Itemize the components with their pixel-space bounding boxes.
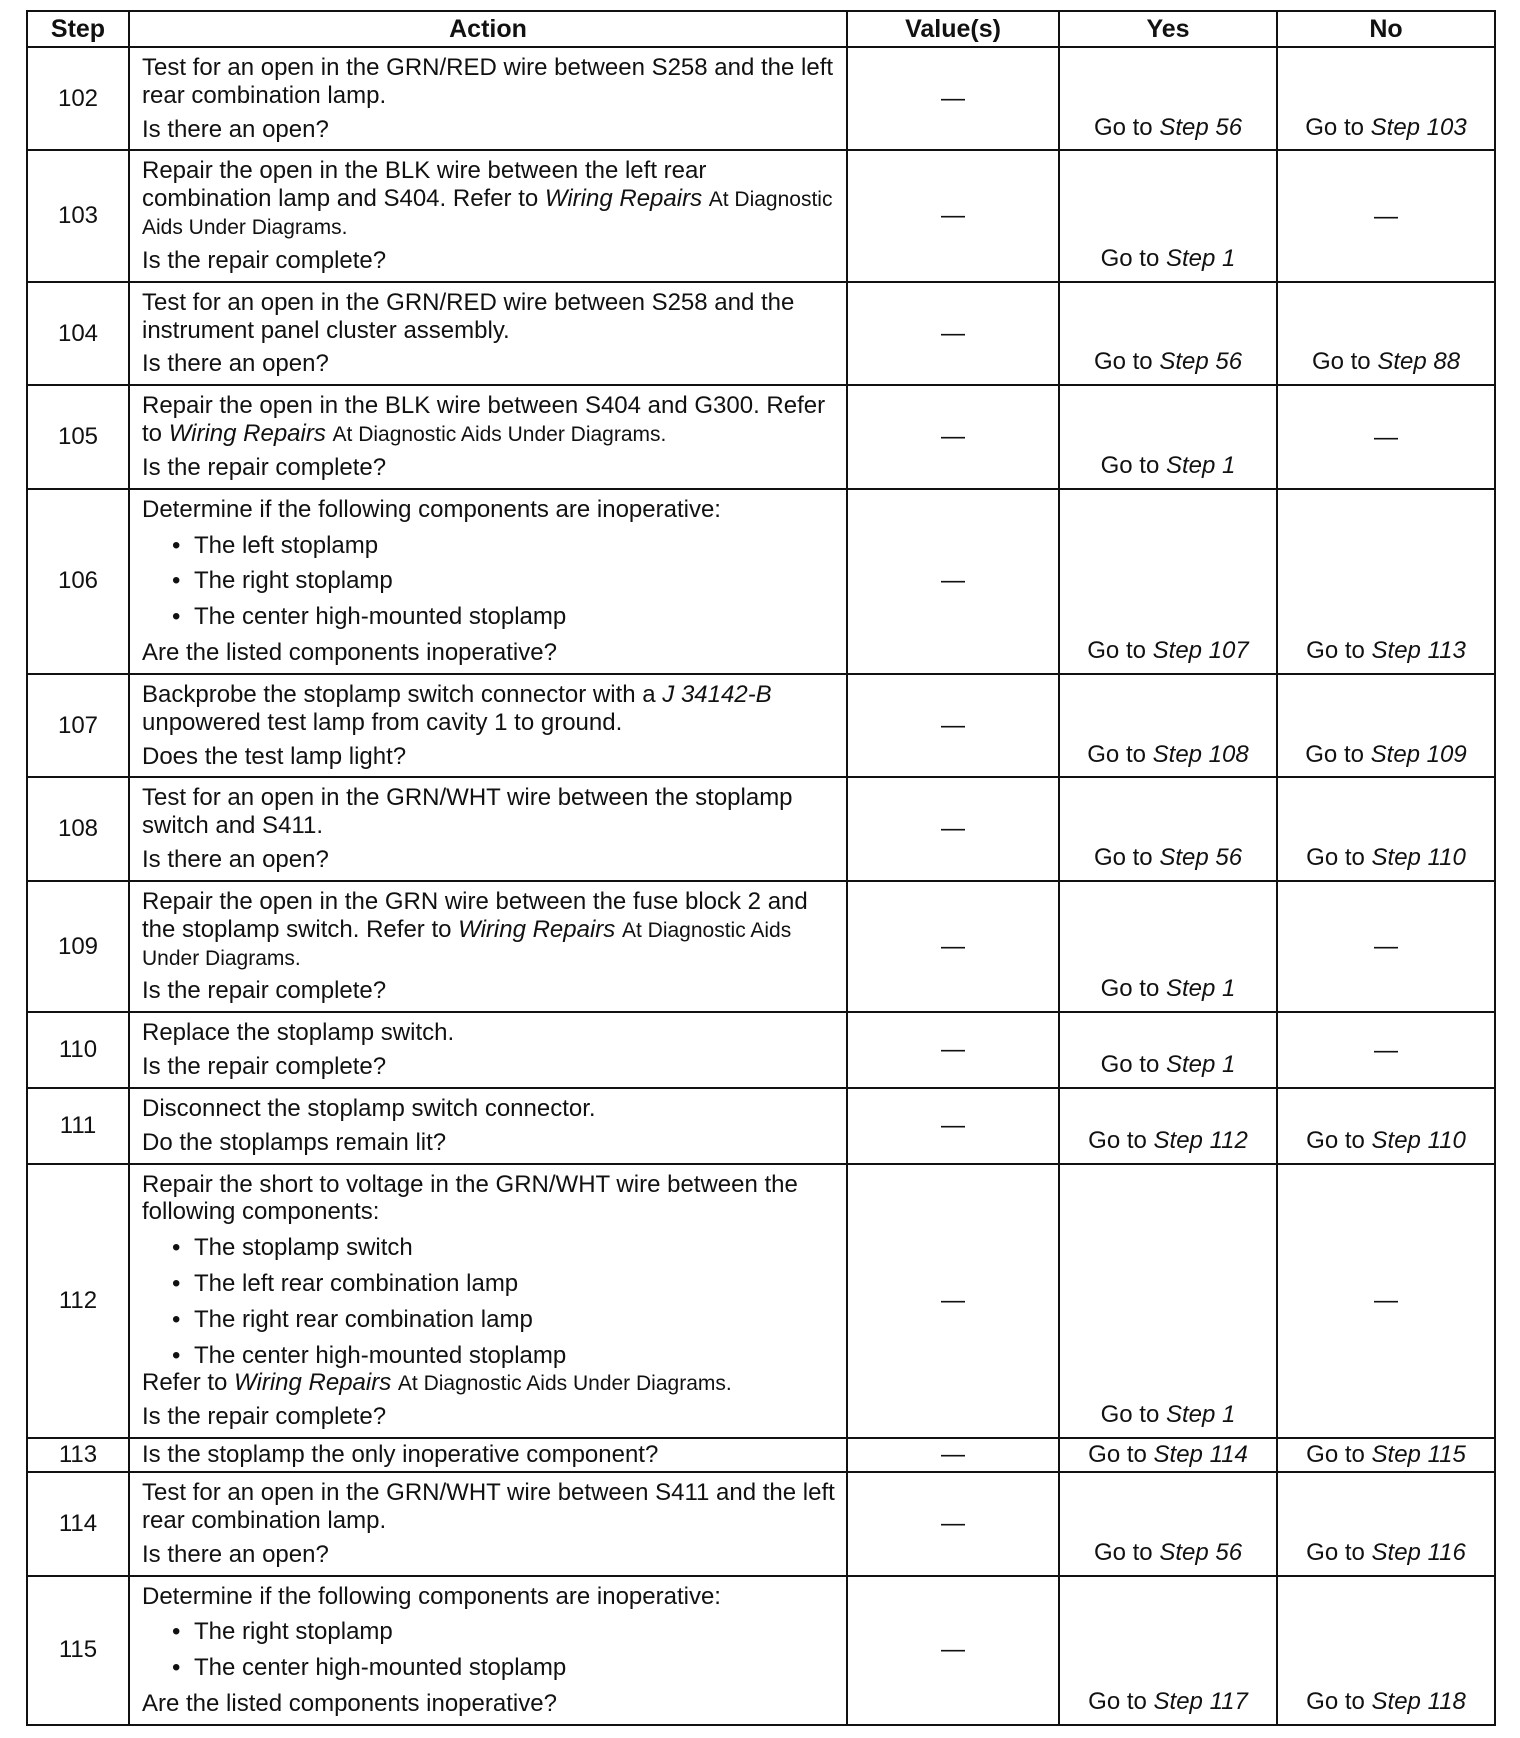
diagnostic-table-wrapper [26, 10, 1494, 1726]
action-text [142, 888, 836, 971]
value-cell: — [847, 674, 1059, 777]
goto-link[interactable] [1087, 637, 1248, 664]
goto-step-ref: Step 108 [1152, 740, 1249, 768]
action-question: Do the stoplamps remain lit? [142, 1128, 447, 1156]
goto-link[interactable] [1306, 1688, 1466, 1715]
action-text [142, 1583, 836, 1611]
action-cell [129, 1576, 847, 1725]
yes-cell [1059, 489, 1277, 674]
step-number: 107 [27, 674, 129, 777]
step-number: 114 [27, 1472, 129, 1575]
action-question: Is there an open? [142, 350, 329, 378]
table-row [27, 150, 1495, 281]
yes-cell [1059, 1438, 1277, 1472]
action-instruction: Disconnect the stoplamp switch connector. [142, 1094, 596, 1122]
goto-link[interactable] [1101, 452, 1236, 479]
value-cell: — [847, 881, 1059, 1012]
goto-label: Go to [1100, 451, 1166, 479]
action-question: Are the listed components inoperative? [142, 1690, 557, 1718]
action-instruction: Repair the short to voltage in the GRN/WHT wire between the following components: [142, 1170, 798, 1226]
step-number: 110 [27, 1012, 129, 1088]
goto-label: Go to [1306, 844, 1372, 872]
bullet-item: • The left rear combination lamp [142, 1270, 836, 1298]
goto-step-ref: Step 1 [1165, 1051, 1236, 1079]
action-instruction: Test for an open in the GRN/RED wire between S258 and the instrument panel cluster assembly. [142, 288, 795, 344]
action-instruction: Replace the stoplamp switch. [142, 1019, 455, 1047]
action-question: Is the repair complete? [142, 1403, 387, 1431]
goto-link[interactable] [1101, 1401, 1236, 1428]
no-cell [1277, 282, 1495, 385]
table-row [27, 881, 1495, 1012]
wiring-repairs-ref[interactable]: Wiring Repairs [234, 1369, 392, 1397]
goto-label: Go to [1087, 637, 1153, 665]
no-cell [1277, 674, 1495, 777]
action-cell [129, 489, 847, 674]
goto-step-ref: Step 115 [1371, 1441, 1466, 1469]
goto-link[interactable] [1306, 1539, 1466, 1566]
action-cell [129, 777, 847, 880]
action-question: Is the repair complete? [142, 977, 387, 1005]
action-question: Does the test lamp light? [142, 742, 407, 770]
bullet-item: • The left stoplamp [142, 532, 836, 560]
step-number: 111 [27, 1088, 129, 1164]
goto-link[interactable] [1088, 1127, 1248, 1154]
step-number: 115 [27, 1576, 129, 1725]
no-cell [1277, 777, 1495, 880]
goto-link[interactable] [1094, 348, 1242, 375]
action-instruction-cont: unpowered test lamp from cavity 1 to ground. [142, 708, 623, 736]
step-number: 112 [27, 1164, 129, 1439]
goto-label: Go to [1306, 1441, 1372, 1469]
header-no: No [1277, 11, 1495, 47]
empty-dash: — [1374, 423, 1398, 451]
action-instruction: Determine if the following components are inoperative: [142, 495, 721, 523]
step-number: 108 [27, 777, 129, 880]
action-text [142, 1479, 836, 1535]
header-action: Action [129, 11, 847, 47]
no-cell [1277, 881, 1495, 1012]
table-row [27, 1012, 1495, 1088]
step-number: 109 [27, 881, 129, 1012]
action-question: Is there an open? [142, 1540, 329, 1568]
goto-link[interactable] [1101, 245, 1236, 272]
wiring-repairs-ref[interactable]: Wiring Repairs [458, 915, 616, 943]
goto-link[interactable] [1306, 1441, 1466, 1468]
goto-label: Go to [1093, 844, 1160, 872]
goto-label: Go to [1093, 1538, 1160, 1566]
yes-cell [1059, 282, 1277, 385]
action-text [142, 1019, 836, 1047]
goto-link[interactable] [1306, 1127, 1466, 1154]
yes-cell [1059, 1164, 1277, 1439]
yes-cell [1059, 1088, 1277, 1164]
value-cell: — [847, 1164, 1059, 1439]
action-text [142, 392, 836, 448]
action-instruction: Backprobe the stoplamp switch connector with a [142, 680, 656, 708]
action-question: Is there an open? [142, 115, 329, 143]
goto-label: Go to [1088, 1441, 1154, 1469]
no-cell [1277, 385, 1495, 488]
goto-step-ref: Step 113 [1371, 637, 1466, 665]
goto-step-ref: Step 56 [1159, 348, 1243, 376]
table-row [27, 674, 1495, 777]
action-instruction: Repair the open in the BLK wire between the left rear combination lamp and S404. Refer to [142, 157, 707, 213]
goto-link[interactable] [1306, 637, 1466, 664]
goto-link[interactable] [1094, 114, 1242, 141]
no-cell [1277, 1164, 1495, 1439]
goto-link[interactable] [1101, 1051, 1236, 1078]
action-text [142, 496, 836, 524]
action-text [142, 784, 836, 840]
table-row [27, 1438, 1495, 1472]
no-cell [1277, 1576, 1495, 1725]
yes-cell [1059, 385, 1277, 488]
action-instruction: Test for an open in the GRN/WHT wire between S411 and the left rear combination lamp. [142, 1479, 835, 1534]
value-cell: — [847, 777, 1059, 880]
action-text [142, 157, 836, 240]
action-cell [129, 881, 847, 1012]
action-cell [129, 674, 847, 777]
empty-dash: — [1374, 1287, 1398, 1315]
action-cell [129, 1438, 847, 1472]
action-question: Is the stoplamp the only inoperative component? [142, 1441, 659, 1469]
action-instruction: Test for an open in the GRN/RED wire between S258 and the left rear combination lamp. [142, 54, 834, 109]
goto-step-ref: Step 118 [1371, 1688, 1466, 1716]
value-cell: — [847, 1472, 1059, 1575]
wiring-repairs-ref[interactable]: Wiring Repairs [168, 420, 326, 448]
no-cell [1277, 150, 1495, 281]
yes-cell [1059, 881, 1277, 1012]
action-instruction: Repair the open in the GRN wire between the fuse block 2 and the stoplamp switch. Refer to [142, 887, 808, 943]
goto-label: Go to [1305, 113, 1371, 141]
reference-tail: At Diagnostic Aids Under Diagrams. [142, 188, 833, 240]
empty-dash: — [1374, 933, 1398, 961]
goto-label: Go to [1100, 1051, 1166, 1079]
goto-link[interactable] [1305, 741, 1466, 768]
action-cell [129, 1012, 847, 1088]
yes-cell [1059, 1012, 1277, 1088]
goto-step-ref: Step 1 [1165, 451, 1236, 479]
yes-cell [1059, 674, 1277, 777]
reference-tail: At Diagnostic Aids Under Diagrams. [142, 918, 792, 970]
action-cell [129, 282, 847, 385]
header-step: Step [27, 11, 129, 47]
goto-label: Go to [1087, 740, 1153, 768]
goto-step-ref: Step 1 [1165, 975, 1236, 1003]
goto-label: Go to [1088, 1688, 1154, 1716]
table-row [27, 1164, 1495, 1439]
value-cell: — [847, 1438, 1059, 1472]
no-cell [1277, 489, 1495, 674]
value-cell: — [847, 1012, 1059, 1088]
step-number: 105 [27, 385, 129, 488]
goto-step-ref: Step 110 [1371, 1126, 1466, 1154]
goto-step-ref: Step 103 [1370, 113, 1467, 141]
goto-step-ref: Step 110 [1371, 844, 1466, 872]
goto-link[interactable] [1088, 1688, 1248, 1715]
value-cell: — [847, 1088, 1059, 1164]
action-question: Is the repair complete? [142, 1053, 387, 1081]
table-row [27, 1576, 1495, 1725]
no-cell [1277, 1438, 1495, 1472]
table-row [27, 282, 1495, 385]
value-cell: — [847, 150, 1059, 281]
bullet-item: • The center high-mounted stoplamp [142, 1342, 836, 1370]
table-body [27, 47, 1495, 1725]
value-cell: — [847, 385, 1059, 488]
action-text [142, 54, 836, 110]
yes-cell [1059, 777, 1277, 880]
value-cell: — [847, 282, 1059, 385]
goto-step-ref: Step 112 [1153, 1126, 1248, 1154]
action-text [142, 681, 836, 737]
goto-label: Go to [1305, 740, 1371, 768]
goto-label: Go to [1093, 348, 1160, 376]
no-cell [1277, 1012, 1495, 1088]
action-cell [129, 150, 847, 281]
goto-link[interactable] [1312, 348, 1460, 375]
goto-label: Go to [1088, 1126, 1154, 1154]
value-cell: — [847, 489, 1059, 674]
goto-step-ref: Step 109 [1370, 740, 1467, 768]
goto-step-ref: Step 1 [1165, 1401, 1236, 1429]
goto-label: Go to [1306, 1126, 1372, 1154]
header-yes: Yes [1059, 11, 1277, 47]
action-text [142, 1171, 836, 1227]
value-cell: — [847, 47, 1059, 150]
table-row [27, 1088, 1495, 1164]
step-number: 103 [27, 150, 129, 281]
goto-link[interactable] [1306, 844, 1466, 871]
goto-step-ref: Step 1 [1165, 244, 1236, 272]
goto-label: Go to [1100, 975, 1166, 1003]
goto-link[interactable] [1094, 1539, 1242, 1566]
goto-link[interactable] [1087, 741, 1248, 768]
action-instruction: Determine if the following components are inoperative: [142, 1582, 721, 1610]
action-cell [129, 47, 847, 150]
goto-step-ref: Step 56 [1159, 1538, 1243, 1566]
bullet-item: • The center high-mounted stoplamp [142, 1654, 836, 1682]
goto-step-ref: Step 56 [1159, 844, 1243, 872]
goto-step-ref: Step 117 [1153, 1688, 1248, 1716]
goto-label: Go to [1306, 637, 1372, 665]
header-values: Value(s) [847, 11, 1059, 47]
action-question: Is the repair complete? [142, 246, 387, 274]
action-instruction: Repair the open in the BLK wire between S404 and G300. Refer to [142, 392, 826, 448]
action-text [142, 289, 836, 345]
bullet-item: • The right rear combination lamp [142, 1306, 836, 1334]
empty-dash: — [1374, 1036, 1398, 1064]
bullet-item: • The stoplamp switch [142, 1234, 836, 1262]
goto-label: Go to [1093, 113, 1160, 141]
goto-step-ref: Step 107 [1152, 637, 1249, 665]
step-number: 106 [27, 489, 129, 674]
action-cell [129, 1164, 847, 1439]
goto-label: Go to [1306, 1538, 1372, 1566]
action-text [142, 1095, 836, 1123]
table-row [27, 489, 1495, 674]
value-cell: — [847, 1576, 1059, 1725]
action-instruction: Refer to [142, 1369, 228, 1397]
yes-cell [1059, 47, 1277, 150]
goto-link[interactable] [1101, 975, 1236, 1002]
yes-cell [1059, 1576, 1277, 1725]
action-question: Is there an open? [142, 846, 329, 874]
action-text [142, 1369, 836, 1397]
no-cell [1277, 1088, 1495, 1164]
bullet-item: • The center high-mounted stoplamp [142, 603, 836, 631]
goto-label: Go to [1306, 1688, 1372, 1716]
bullet-item: • The right stoplamp [142, 567, 836, 595]
reference-tail: At Diagnostic Aids Under Diagrams. [332, 423, 667, 447]
step-number: 102 [27, 47, 129, 150]
goto-label: Go to [1100, 1401, 1166, 1429]
action-instruction: Test for an open in the GRN/WHT wire between the stoplamp switch and S411. [142, 784, 793, 840]
diagnostic-table [26, 10, 1496, 1726]
goto-link[interactable] [1305, 114, 1466, 141]
goto-label: Go to [1311, 348, 1378, 376]
goto-step-ref: Step 114 [1153, 1441, 1248, 1469]
goto-step-ref: Step 116 [1371, 1538, 1466, 1566]
goto-step-ref: Step 56 [1159, 113, 1243, 141]
table-row [27, 385, 1495, 488]
wiring-repairs-ref[interactable]: Wiring Repairs [544, 185, 703, 213]
goto-link[interactable] [1094, 844, 1242, 871]
yes-cell [1059, 1472, 1277, 1575]
table-row [27, 777, 1495, 880]
no-cell [1277, 1472, 1495, 1575]
tool-ref: J 34142-B [662, 680, 772, 708]
bullet-item: • The right stoplamp [142, 1618, 836, 1646]
action-cell [129, 1088, 847, 1164]
action-question: Is the repair complete? [142, 453, 387, 481]
yes-cell [1059, 150, 1277, 281]
action-cell [129, 385, 847, 488]
no-cell [1277, 47, 1495, 150]
action-question: Are the listed components inoperative? [142, 639, 557, 667]
step-number: 104 [27, 282, 129, 385]
goto-link[interactable] [1088, 1441, 1248, 1468]
step-number: 113 [27, 1438, 129, 1472]
table-row [27, 47, 1495, 150]
table-row [27, 1472, 1495, 1575]
goto-step-ref: Step 88 [1377, 348, 1461, 376]
table-header-row [27, 11, 1495, 47]
empty-dash: — [1374, 202, 1398, 230]
goto-label: Go to [1100, 244, 1166, 272]
reference-tail: At Diagnostic Aids Under Diagrams. [397, 1372, 732, 1396]
action-cell [129, 1472, 847, 1575]
